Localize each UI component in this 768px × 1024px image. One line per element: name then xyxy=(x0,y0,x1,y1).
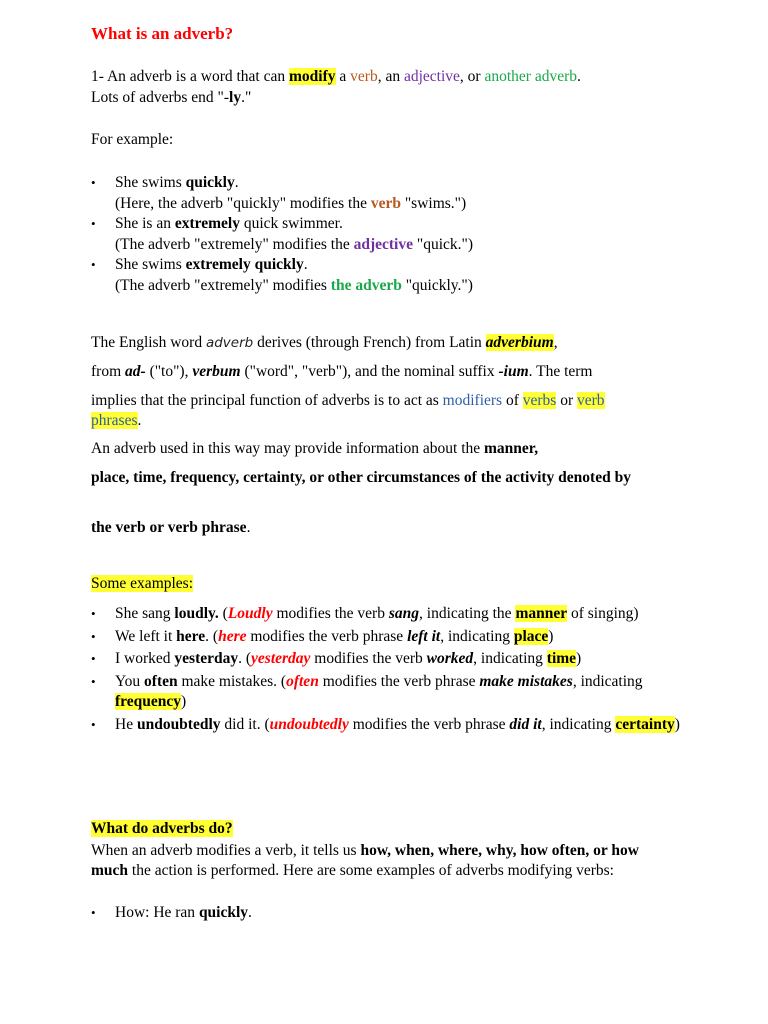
example-adverb-red: Loudly xyxy=(227,605,273,622)
usage-text: An adverb used in this way may provide information about the xyxy=(91,440,485,457)
etymology-text: , xyxy=(553,334,558,351)
etymology-text: derives (through French) from Latin xyxy=(253,334,486,351)
intro-text: An adverb is a word that can xyxy=(106,68,290,85)
example-text: quick swimmer. xyxy=(239,215,343,232)
adjective-term: adjective xyxy=(403,68,460,85)
example-text: . xyxy=(234,174,239,191)
example-adverb: loudly. xyxy=(174,605,219,622)
example-text: . ( xyxy=(238,650,252,667)
for-example-label: For example: xyxy=(91,131,174,148)
example-text: modifies the verb xyxy=(310,650,427,667)
list-item xyxy=(91,649,708,670)
intro-text: , an xyxy=(377,68,404,85)
example-text: ) xyxy=(674,715,680,733)
usage-text: . xyxy=(246,519,251,536)
etymology-text: ("to"), xyxy=(145,363,193,380)
example-list-1 xyxy=(91,173,708,296)
example-verb: worked xyxy=(426,650,474,667)
intro-text: . xyxy=(577,68,581,85)
etymology-text: of xyxy=(502,392,523,409)
example-text: modifies the verb phrase xyxy=(318,672,480,690)
example-verb: did it xyxy=(509,715,542,733)
example-text: , indicating xyxy=(572,672,643,690)
example-text: She swims xyxy=(115,256,186,273)
example-adverb: extremely quickly xyxy=(185,256,304,273)
example-text: modifies the verb xyxy=(272,605,389,622)
example-note: "quickly.") xyxy=(401,276,473,294)
latin-adverbium: adverbium xyxy=(485,334,554,351)
example-note: (Here, the adverb "quickly" modifies the xyxy=(115,194,371,212)
intro-line-2 xyxy=(91,88,708,108)
intro-text: , or xyxy=(459,68,485,85)
what-do-heading xyxy=(91,819,708,839)
intro-text: a xyxy=(335,68,351,85)
usage-verb-phrase: the verb or verb phrase xyxy=(91,519,247,536)
latin-verbum: verbum xyxy=(192,363,241,380)
example-list-2 xyxy=(91,604,708,735)
example-category: manner xyxy=(515,605,568,622)
intro-line-1 xyxy=(91,67,708,87)
suffix-ium: -ium xyxy=(498,363,529,380)
verb-term: verb xyxy=(370,194,401,212)
what-do-text: the action is performed. Here are some examples of adverbs modifying verbs: xyxy=(128,862,614,879)
usage-line-1 xyxy=(91,439,708,459)
list-item xyxy=(91,173,708,214)
example-note: (The adverb "extremely" modifies xyxy=(115,276,331,294)
example-text: How: He ran xyxy=(115,904,199,921)
example-verb: make mistakes xyxy=(479,672,573,690)
verbs-link[interactable]: verbs xyxy=(522,392,557,409)
example-text: She is an xyxy=(115,215,175,232)
example-note: "quick.") xyxy=(413,235,474,253)
example-adverb: yesterday xyxy=(174,650,239,667)
example-text: make mistakes. ( xyxy=(177,672,287,690)
modify-term: modify xyxy=(289,68,336,85)
example-text: did it. ( xyxy=(220,715,270,733)
etymology-text: implies that the principal function of adverbs is to act as xyxy=(91,392,443,409)
example-note: (The adverb "extremely" modifies the xyxy=(115,235,354,253)
example-category: frequency xyxy=(115,693,182,710)
usage-circumstances: place, time, frequency, certainty, or other circumstances of the activity denoted by xyxy=(91,469,631,486)
adjective-term: adjective xyxy=(353,235,413,253)
example-text: modifies the verb phrase xyxy=(348,715,510,733)
example-text: . xyxy=(303,256,308,273)
example-text: I worked xyxy=(115,650,175,667)
example-adverb: quickly xyxy=(185,174,235,191)
example-text: You xyxy=(115,672,145,690)
example-text: modifies the verb phrase xyxy=(246,627,408,645)
example-text: ) xyxy=(576,650,582,667)
what-do-questions: how, when, where, why, how often, or how much xyxy=(91,842,639,879)
example-text: She sang xyxy=(115,605,175,622)
ly-suffix: ly xyxy=(229,89,242,106)
etymology-text: The English word xyxy=(91,334,206,351)
example-text: We left it xyxy=(115,627,177,645)
example-adverb-red: often xyxy=(286,672,319,690)
another-adverb-term: another adverb xyxy=(484,68,577,85)
etymology-text: or xyxy=(556,392,577,409)
etymology-text: . xyxy=(137,412,142,429)
list-item xyxy=(91,672,708,713)
intro-text: Lots of adverbs end "- xyxy=(91,89,230,106)
list-item xyxy=(91,604,708,625)
example-verb: left it xyxy=(407,627,441,645)
etymology-text: from xyxy=(91,363,126,380)
list-item xyxy=(91,255,708,296)
adverb-term: the adverb xyxy=(330,276,402,294)
etymology-line-3 xyxy=(91,391,708,411)
list-item xyxy=(91,903,708,924)
etymology-text: ("word", "verb"), and the nominal suffix xyxy=(240,363,499,380)
some-examples-label: Some examples: xyxy=(91,575,194,592)
example-text: of singing) xyxy=(567,605,639,622)
intro-num: 1- xyxy=(91,68,107,85)
example-adverb: undoubtedly xyxy=(136,715,221,733)
example-text: She swims xyxy=(115,174,186,191)
example-category: place xyxy=(513,627,549,645)
modifiers-link[interactable]: modifiers xyxy=(442,392,503,409)
list-item xyxy=(91,715,708,736)
example-adverb: extremely xyxy=(174,215,240,232)
verb-term: verb xyxy=(350,68,378,85)
example-text: , indicating xyxy=(473,650,547,667)
usage-line-2 xyxy=(91,468,708,488)
what-do-text: When an adverb modifies a verb, it tells us xyxy=(91,842,361,859)
example-note: "swims.") xyxy=(400,194,467,212)
example-text: , indicating xyxy=(541,715,616,733)
example-adverb-red: here xyxy=(218,627,247,645)
example-text: . xyxy=(248,904,252,921)
usage-line-3 xyxy=(91,518,708,538)
some-examples-heading xyxy=(91,574,708,594)
usage-manner: manner, xyxy=(484,440,539,457)
example-category: certainty xyxy=(615,715,675,733)
verb-phrases-link[interactable]: phrases xyxy=(91,412,138,429)
example-text: ( xyxy=(218,605,228,622)
example-adverb: here xyxy=(176,627,206,645)
etymology-line-4 xyxy=(91,411,708,431)
list-item xyxy=(91,627,708,648)
example-text: , indicating xyxy=(440,627,514,645)
example-verb: sang xyxy=(388,605,420,622)
example-text: . ( xyxy=(205,627,219,645)
what-do-label: What do adverbs do? xyxy=(91,820,233,837)
what-do-paragraph xyxy=(91,841,668,881)
example-text: ) xyxy=(548,627,554,645)
example-adverb: quickly xyxy=(198,904,249,921)
example-text: ) xyxy=(181,693,187,710)
example-category: time xyxy=(546,650,577,667)
adverb-word: adverb xyxy=(205,335,254,351)
latin-ad: ad- xyxy=(125,363,146,380)
example-text: He xyxy=(115,715,137,733)
example-adverb: often xyxy=(144,672,178,690)
example-adverb-red: undoubtedly xyxy=(269,715,349,733)
example-list-3 xyxy=(91,903,708,924)
etymology-text: . The term xyxy=(528,363,593,380)
list-item xyxy=(91,214,708,255)
intro-text: ." xyxy=(241,89,252,106)
etymology-line-2 xyxy=(91,362,708,382)
verb-phrases-link[interactable]: verb xyxy=(577,392,605,409)
etymology-line-1 xyxy=(91,333,708,353)
page-title: What is an adverb? xyxy=(91,24,234,43)
example-text: , indicating the xyxy=(419,605,516,622)
example-adverb-red: yesterday xyxy=(251,650,311,667)
